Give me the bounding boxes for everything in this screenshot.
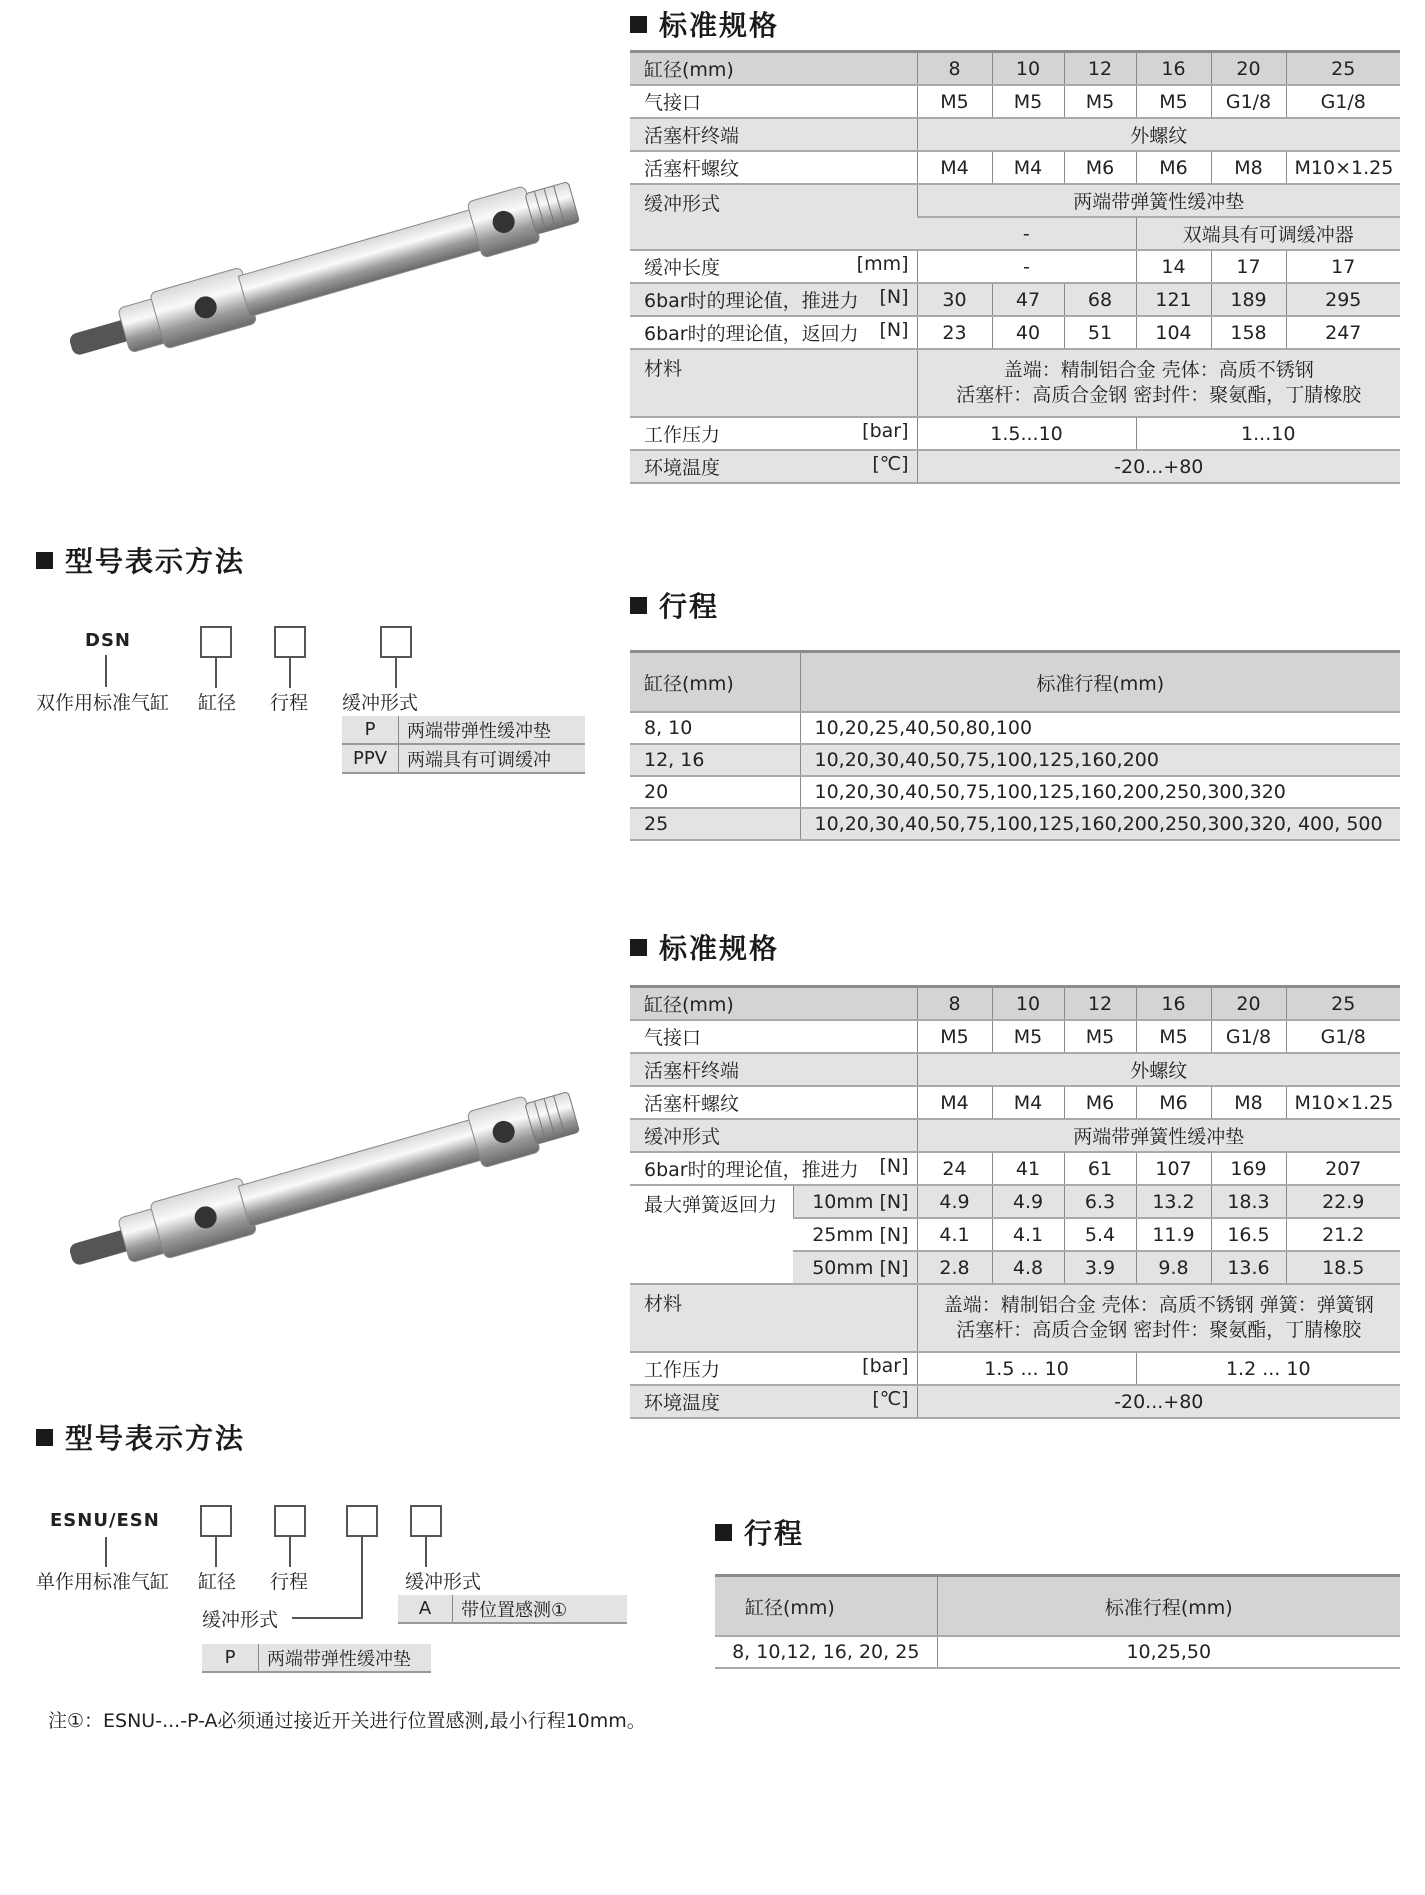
cell-label <box>630 1152 917 1185</box>
square-bullet-icon <box>630 16 647 33</box>
cell-value: 1.5...10 <box>917 417 1136 450</box>
cell-value: -20...+80 <box>917 450 1400 483</box>
cell-value: 40 <box>992 316 1064 349</box>
cell-label: 材料 <box>630 349 917 417</box>
spec-row-pressure <box>630 417 1400 450</box>
placeholder-box-bore <box>200 1505 232 1537</box>
model-title-bottom: 型号表示方法 <box>36 1417 245 1457</box>
cell-value: M5 <box>1136 85 1211 118</box>
cell-label <box>630 450 917 483</box>
unit-text: [℃] <box>872 453 909 475</box>
spec-row-rod-thread <box>630 1086 1400 1119</box>
cylinder-image-top <box>60 180 590 360</box>
placeholder-box-cushion <box>380 626 412 658</box>
cell-value: M5 <box>1064 85 1136 118</box>
cell-value: 10 <box>992 52 1064 86</box>
material-line-1: 盖端：精制铝合金 壳体：高质不锈钢 <box>1003 359 1314 381</box>
cell-value: M5 <box>992 85 1064 118</box>
unit-text: [bar] <box>862 420 909 442</box>
stroke-header <box>630 652 1400 713</box>
cell-value: 41 <box>992 1152 1064 1185</box>
cell-value: 13.2 <box>1136 1185 1211 1218</box>
connector-line <box>215 658 217 688</box>
cell-value: M6 <box>1064 1086 1136 1119</box>
cell-value: M4 <box>992 1086 1064 1119</box>
stroke-table-top <box>630 650 1400 841</box>
label-text: 缓冲长度 <box>644 257 721 279</box>
cell-value: 两端带弹簧性缓冲垫 <box>917 1119 1400 1152</box>
cell-value: 104 <box>1136 316 1211 349</box>
spec-row-cushion-length <box>630 250 1400 283</box>
spec-row-push-force <box>630 1152 1400 1185</box>
option-code: A <box>398 1595 453 1623</box>
cell-value: - <box>917 217 1136 250</box>
cell-value: 21.2 <box>1286 1218 1400 1251</box>
square-bullet-icon <box>715 1524 732 1541</box>
cell-value: M10×1.25 <box>1286 151 1400 184</box>
option-row <box>202 1644 431 1672</box>
cell-value: 169 <box>1211 1152 1286 1185</box>
option-code: P <box>202 1644 259 1672</box>
header-cell: 标准行程(mm) <box>800 652 1400 713</box>
cell-label: 材料 <box>630 1284 917 1352</box>
cell-value: M8 <box>1211 1086 1286 1119</box>
label-text: 6bar时的理论值，推进力 <box>644 290 859 312</box>
cell-value: 30 <box>917 283 992 316</box>
unit-text: [N] <box>879 286 909 308</box>
header-cell: 缸径(mm) <box>630 652 800 713</box>
stroke-label: 行程 <box>270 1571 309 1593</box>
cushion-label-right: 缓冲形式 <box>405 1571 482 1593</box>
option-code: PPV <box>342 744 399 773</box>
header-cell: 标准行程(mm) <box>937 1576 1400 1637</box>
material-line-1: 盖端：精制铝合金 壳体：高质不锈钢 弹簧：弹簧钢 <box>943 1294 1374 1316</box>
spec-row-bore <box>630 52 1400 86</box>
option-desc: 两端具有可调缓冲 <box>399 744 586 773</box>
cell-sub: 25mm [N] <box>793 1218 917 1251</box>
cell-value: M6 <box>1136 151 1211 184</box>
cell-value: 247 <box>1286 316 1400 349</box>
cell-value: M8 <box>1211 151 1286 184</box>
cell-label: 活塞杆螺纹 <box>630 151 917 184</box>
option-row <box>342 716 585 744</box>
cell-value: M5 <box>1136 1020 1211 1053</box>
cell-value: M4 <box>917 151 992 184</box>
cell-value: 47 <box>992 283 1064 316</box>
cell-label <box>630 250 917 283</box>
connector-line <box>292 1617 363 1619</box>
cushion-label: 缓冲形式 <box>342 692 419 714</box>
spec-row-push-force <box>630 283 1400 316</box>
spec-row-cushion-type <box>630 1119 1400 1152</box>
stroke-row <box>715 1636 1400 1668</box>
spec-table-top <box>630 50 1400 484</box>
square-bullet-icon <box>36 552 53 569</box>
cell-value <box>917 349 1400 417</box>
cell-value: 10 <box>992 987 1064 1021</box>
option-row <box>398 1595 627 1623</box>
label-text: 6bar时的理论值，推进力 <box>644 1159 859 1181</box>
spec-table-bottom <box>630 985 1400 1419</box>
stroke-label: 行程 <box>270 692 309 714</box>
cell-value: 4.1 <box>917 1218 992 1251</box>
cell-value: 12 <box>1064 52 1136 86</box>
header-cell: 缸径(mm) <box>715 1576 937 1637</box>
cell-label: 活塞杆螺纹 <box>630 1086 917 1119</box>
spec-row-temperature <box>630 450 1400 483</box>
placeholder-box-bore <box>200 626 232 658</box>
cell-label: 最大弹簧返回力 <box>630 1185 793 1284</box>
model-desc: 双作用标准气缸 <box>36 692 170 714</box>
bore-cell: 25 <box>630 808 800 840</box>
unit-text: [mm] <box>856 253 909 275</box>
label-text: 工作压力 <box>644 424 721 446</box>
option-row <box>342 744 585 773</box>
unit-text: [N] <box>879 1155 909 1177</box>
square-bullet-icon <box>36 1429 53 1446</box>
connector-line <box>289 1537 291 1567</box>
cell-label: 气接口 <box>630 1020 917 1053</box>
cell-value: 158 <box>1211 316 1286 349</box>
bore-label: 缸径 <box>198 1571 237 1593</box>
label-text: 环境温度 <box>644 457 721 479</box>
cell-value: 6.3 <box>1064 1185 1136 1218</box>
option-code: P <box>342 716 399 744</box>
square-bullet-icon <box>630 597 647 614</box>
cushion-options-top <box>342 716 585 774</box>
cell-value: 8 <box>917 987 992 1021</box>
spec-row-return-force <box>630 316 1400 349</box>
cell-value: 25 <box>1286 987 1400 1021</box>
option-desc: 带位置感测① <box>453 1595 628 1623</box>
cell-value: G1/8 <box>1286 1020 1400 1053</box>
cell-value: 13.6 <box>1211 1251 1286 1284</box>
placeholder-box-cushion-left <box>346 1505 378 1537</box>
bore-cell: 20 <box>630 776 800 808</box>
cell-value: 295 <box>1286 283 1400 316</box>
bore-cell: 8, 10 <box>630 712 800 744</box>
cell-value: 22.9 <box>1286 1185 1400 1218</box>
spec-row-rod-end <box>630 1053 1400 1086</box>
spec-title-top: 标准规格 <box>630 4 779 44</box>
cell-value: 5.4 <box>1064 1218 1136 1251</box>
cell-value: 4.1 <box>992 1218 1064 1251</box>
cell-value: 双端具有可调缓冲器 <box>1136 217 1400 250</box>
cell-label <box>630 1385 917 1418</box>
cell-value: 25 <box>1286 52 1400 86</box>
cell-label <box>630 316 917 349</box>
cell-label <box>630 283 917 316</box>
connector-line <box>105 1537 107 1567</box>
cell-value: 11.9 <box>1136 1218 1211 1251</box>
cell-value: 189 <box>1211 283 1286 316</box>
spec-title-bottom: 标准规格 <box>630 927 779 967</box>
label-text: 6bar时的理论值，返回力 <box>644 323 859 345</box>
material-line-2: 活塞杆：高质合金钢 密封件：聚氨酯，丁腈橡胶 <box>956 1319 1362 1341</box>
cell-value: 1.5 ... 10 <box>917 1352 1136 1385</box>
model-desc: 单作用标准气缸 <box>36 1571 170 1593</box>
cell-label: 缸径(mm) <box>630 52 917 86</box>
stroke-row <box>630 744 1400 776</box>
stroke-cell: 10,20,25,40,50,80,100 <box>800 712 1400 744</box>
cell-label: 缓冲形式 <box>630 1119 917 1152</box>
stroke-header <box>715 1576 1400 1637</box>
cell-value: 1...10 <box>1136 417 1400 450</box>
unit-text: [N] <box>879 319 909 341</box>
placeholder-box-stroke <box>274 1505 306 1537</box>
spec-row-rod-end <box>630 118 1400 151</box>
option-desc: 两端带弹性缓冲垫 <box>259 1644 432 1672</box>
cell-value: 18.3 <box>1211 1185 1286 1218</box>
cell-value <box>917 1284 1400 1352</box>
bore-cell: 8, 10,12, 16, 20, 25 <box>715 1636 937 1668</box>
cell-value: 1.2 ... 10 <box>1136 1352 1400 1385</box>
stroke-cell: 10,20,30,40,50,75,100,125,160,200,250,300,320, 400, 500 <box>800 808 1400 840</box>
spec-row-spring-10 <box>630 1185 1400 1218</box>
label-text: 环境温度 <box>644 1392 721 1414</box>
cell-value: M5 <box>917 1020 992 1053</box>
cell-value: 4.9 <box>917 1185 992 1218</box>
cell-value: M5 <box>1064 1020 1136 1053</box>
connector-line <box>395 658 397 688</box>
spec-row-rod-thread <box>630 151 1400 184</box>
model-code: ESNU/ESN <box>50 1510 160 1531</box>
connector-line <box>289 658 291 688</box>
cell-label <box>630 1352 917 1385</box>
cell-value: 16 <box>1136 987 1211 1021</box>
cell-value: G1/8 <box>1211 1020 1286 1053</box>
stroke-title-bottom: 行程 <box>715 1512 804 1552</box>
cell-value: 两端带弹簧性缓冲垫 <box>917 184 1400 217</box>
cell-value: 3.9 <box>1064 1251 1136 1284</box>
cell-value: 16 <box>1136 52 1211 86</box>
cell-value: 17 <box>1286 250 1400 283</box>
unit-text: [℃] <box>872 1388 909 1410</box>
bore-cell: 12, 16 <box>630 744 800 776</box>
cell-sub: 50mm [N] <box>793 1251 917 1284</box>
cylinder-image-bottom <box>60 1090 590 1270</box>
stroke-table-bottom <box>715 1574 1400 1669</box>
cell-value: 12 <box>1064 987 1136 1021</box>
cell-value: 外螺纹 <box>917 118 1400 151</box>
cell-value: 207 <box>1286 1152 1400 1185</box>
stroke-cell: 10,25,50 <box>937 1636 1400 1668</box>
cell-value: M4 <box>992 151 1064 184</box>
spec-row-pressure <box>630 1352 1400 1385</box>
model-code: DSN <box>85 630 131 651</box>
spec-row-temperature <box>630 1385 1400 1418</box>
cell-value: 外螺纹 <box>917 1053 1400 1086</box>
stroke-cell: 10,20,30,40,50,75,100,125,160,200,250,300,320 <box>800 776 1400 808</box>
cell-value: G1/8 <box>1211 85 1286 118</box>
cell-value: 2.8 <box>917 1251 992 1284</box>
cell-value: - <box>917 250 1136 283</box>
cell-value: 16.5 <box>1211 1218 1286 1251</box>
cell-label: 气接口 <box>630 85 917 118</box>
cell-value: 51 <box>1064 316 1136 349</box>
cushion-option-left <box>202 1644 431 1673</box>
bore-label: 缸径 <box>198 692 237 714</box>
spec-row-material <box>630 349 1400 417</box>
material-line-2: 活塞杆：高质合金钢 密封件：聚氨酯，丁腈橡胶 <box>956 384 1362 406</box>
connector-line <box>105 655 107 687</box>
stroke-row <box>630 712 1400 744</box>
stroke-row <box>630 808 1400 840</box>
footnote: 注①：ESNU-...-P-A必须通过接近开关进行位置感测,最小行程10mm。 <box>48 1710 646 1732</box>
cushion-label-left: 缓冲形式 <box>202 1609 279 1631</box>
cell-value: 23 <box>917 316 992 349</box>
cell-value: M10×1.25 <box>1286 1086 1400 1119</box>
connector-line <box>215 1537 217 1567</box>
cell-label: 缸径(mm) <box>630 987 917 1021</box>
square-bullet-icon <box>630 939 647 956</box>
label-text: 工作压力 <box>644 1359 721 1381</box>
cushion-option-right <box>398 1595 627 1624</box>
cell-label: 缓冲形式 <box>630 184 917 250</box>
unit-text: [bar] <box>862 1355 909 1377</box>
option-desc: 两端带弹性缓冲垫 <box>399 716 586 744</box>
cell-value: 24 <box>917 1152 992 1185</box>
model-title-top: 型号表示方法 <box>36 540 245 580</box>
cell-value: M6 <box>1064 151 1136 184</box>
cell-value: 107 <box>1136 1152 1211 1185</box>
cell-value: 8 <box>917 52 992 86</box>
cell-value: M5 <box>992 1020 1064 1053</box>
cell-value: 17 <box>1211 250 1286 283</box>
cell-value: 20 <box>1211 52 1286 86</box>
cell-value: 4.9 <box>992 1185 1064 1218</box>
cell-label: 活塞杆终端 <box>630 1053 917 1086</box>
spec-row-air-port <box>630 85 1400 118</box>
stroke-title-top: 行程 <box>630 585 719 625</box>
connector-line <box>425 1537 427 1567</box>
cell-value: M6 <box>1136 1086 1211 1119</box>
placeholder-box-cushion-right <box>410 1505 442 1537</box>
cell-value: 121 <box>1136 283 1211 316</box>
spec-row-material <box>630 1284 1400 1352</box>
spec-row-cushion-type <box>630 184 1400 217</box>
cell-value: G1/8 <box>1286 85 1400 118</box>
cell-value: 20 <box>1211 987 1286 1021</box>
cell-value: M4 <box>917 1086 992 1119</box>
placeholder-box-stroke <box>274 626 306 658</box>
cell-value: 14 <box>1136 250 1211 283</box>
cell-label: 活塞杆终端 <box>630 118 917 151</box>
cell-value: 9.8 <box>1136 1251 1211 1284</box>
cell-value: 68 <box>1064 283 1136 316</box>
cell-value: -20...+80 <box>917 1385 1400 1418</box>
cell-value: 61 <box>1064 1152 1136 1185</box>
cell-value: 4.8 <box>992 1251 1064 1284</box>
spec-row-air-port <box>630 1020 1400 1053</box>
cell-value: 18.5 <box>1286 1251 1400 1284</box>
stroke-row <box>630 776 1400 808</box>
cell-label <box>630 417 917 450</box>
cell-sub: 10mm [N] <box>793 1185 917 1218</box>
stroke-cell: 10,20,30,40,50,75,100,125,160,200 <box>800 744 1400 776</box>
spec-row-bore <box>630 987 1400 1021</box>
connector-line <box>361 1537 363 1619</box>
cell-value: M5 <box>917 85 992 118</box>
